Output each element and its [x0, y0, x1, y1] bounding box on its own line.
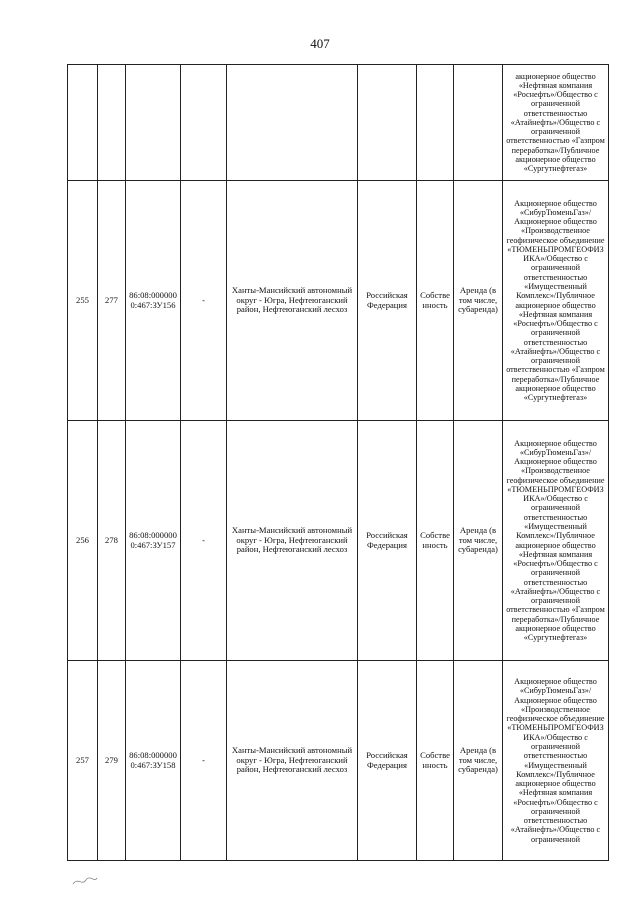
extra-cell: -	[181, 421, 227, 661]
owners-cell: акционерное общество «Нефтяная компания «Роснефть»/Общество с ограниченной ответственностью «Атайнефть»/Общество с ограниченной ответственностью «Газпром переработка»/Публичное акционерное общество «Сургутнефтегаз»	[503, 65, 609, 181]
row-number-cell: 256	[68, 421, 98, 661]
encumbrance-cell	[454, 65, 503, 181]
right-type-cell: Собственность	[417, 661, 454, 861]
extra-cell	[181, 65, 227, 181]
page-number: 407	[310, 36, 330, 51]
encumbrance-cell: Аренда (в том числе, субаренда)	[454, 181, 503, 421]
cadastral-number-cell: 86:08:0000000:467:ЗУ158	[126, 661, 181, 861]
country-cell: Российская Федерация	[358, 421, 417, 661]
location-cell: Ханты-Мансийский автономный округ - Югра, Нефтеюганский район, Нефтеюганский лесхоз	[227, 421, 358, 661]
encumbrance-cell: Аренда (в том числе, субаренда)	[454, 421, 503, 661]
country-cell	[358, 65, 417, 181]
plot-number-cell: 278	[98, 421, 126, 661]
table-row	[68, 661, 609, 861]
table-row	[68, 181, 609, 421]
location-cell: Ханты-Мансийский автономный округ - Югра, Нефтеюганский район, Нефтеюганский лесхоз	[227, 181, 358, 421]
location-cell: Ханты-Мансийский автономный округ - Югра, Нефтеюганский район, Нефтеюганский лесхоз	[227, 661, 358, 861]
table-row	[68, 421, 609, 661]
extra-cell: -	[181, 661, 227, 861]
row-number-cell: 255	[68, 181, 98, 421]
scan-mark-icon	[72, 875, 98, 887]
owners-cell: Акционерное общество «СибурТюменьГаз»/Акционерное общество «Производственное геофизическое объединение «ТЮМЕНЬПРОМГЕОФИЗИКА»/Общество с ограниченной ответственностью «Имущественный Комплекс»/Публичное акционерное общество «Нефтяная компания «Роснефть»/Общество с ограниченной ответственностью «Атайнефть»/Общество с ограниченной ответственностью «Газпром переработка»/Публичное акционерное общество «Сургутнефтегаз»	[503, 421, 609, 661]
plot-number-cell	[98, 65, 126, 181]
right-type-cell: Собственность	[417, 421, 454, 661]
table-row	[68, 65, 609, 181]
plot-number-cell: 279	[98, 661, 126, 861]
land-plots-table	[67, 64, 609, 861]
row-number-cell: 257	[68, 661, 98, 861]
plot-number-cell: 277	[98, 181, 126, 421]
country-cell: Российская Федерация	[358, 181, 417, 421]
country-cell: Российская Федерация	[358, 661, 417, 861]
owners-cell: Акционерное общество «СибурТюменьГаз»/Акционерное общество «Производственное геофизическое объединение «ТЮМЕНЬПРОМГЕОФИЗИКА»/Общество с ограниченной ответственностью «Имущественный Комплекс»/Публичное акционерное общество «Нефтяная компания «Роснефть»/Общество с ограниченной ответственностью «Атайнефть»/Общество с ограниченной	[503, 661, 609, 861]
cadastral-number-cell: 86:08:0000000:467:ЗУ157	[126, 421, 181, 661]
right-type-cell	[417, 65, 454, 181]
row-number-cell	[68, 65, 98, 181]
cadastral-number-cell: 86:08:0000000:467:ЗУ156	[126, 181, 181, 421]
location-cell	[227, 65, 358, 181]
cadastral-number-cell	[126, 65, 181, 181]
extra-cell: -	[181, 181, 227, 421]
encumbrance-cell: Аренда (в том числе, субаренда)	[454, 661, 503, 861]
right-type-cell: Собственность	[417, 181, 454, 421]
owners-cell: Акционерное общество «СибурТюменьГаз»/Акционерное общество «Производственное геофизическое объединение «ТЮМЕНЬПРОМГЕОФИЗИКА»/Общество с ограниченной ответственностью «Имущественный Комплекс»/Публичное акционерное общество «Нефтяная компания «Роснефть»/Общество с ограниченной ответственностью «Атайнефть»/Общество с ограниченной ответственностью «Газпром переработка»/Публичное акционерное общество «Сургутнефтегаз»	[503, 181, 609, 421]
